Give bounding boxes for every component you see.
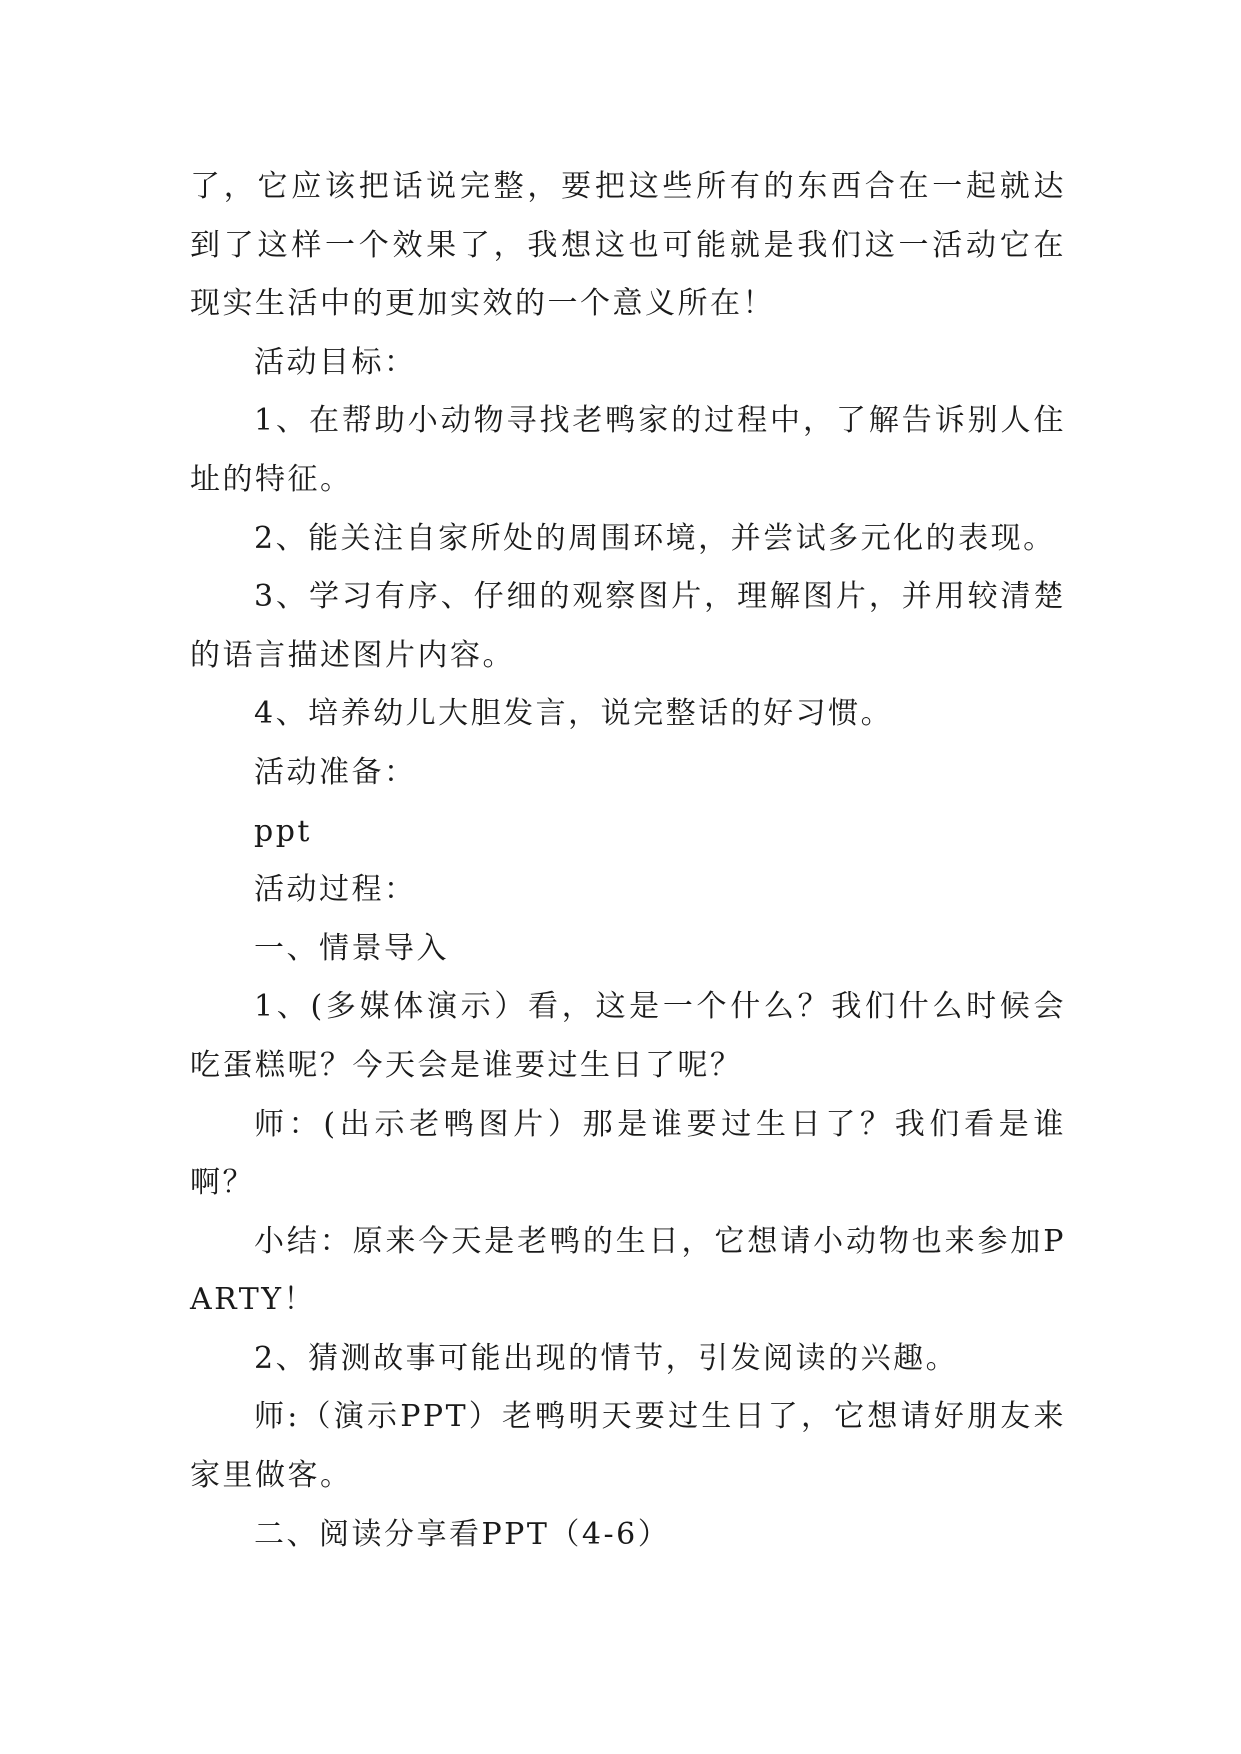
goal-item-3: 3、学习有序、仔细的观察图片，理解图片，并用较清楚的语言描述图片内容。 xyxy=(190,579,1066,673)
goal-item-1: 1、在帮助小动物寻找老鸭家的过程中，了解告诉别人住址的特征。 xyxy=(190,403,1066,497)
heading-activity-goals: 活动目标： xyxy=(254,344,417,380)
process-step-2: 2、猜测故事可能出现的情节，引发阅读的兴趣。 xyxy=(254,1340,959,1376)
goal-item-4: 4、培养幼儿大胆发言，说完整话的好习惯。 xyxy=(254,696,894,732)
heading-activity-preparation: 活动准备： xyxy=(254,754,417,790)
preparation-item: ppt xyxy=(254,813,312,849)
teacher-line-1: 师：(出示老鸭图片）那是谁要过生日了？我们看是谁啊？ xyxy=(190,1106,1066,1201)
goal-item-2: 2、能关注自家所处的周围环境，并尝试多元化的表现。 xyxy=(254,520,1056,556)
teacher-line-2: 师:（演示PPT）老鸭明天要过生日了，它想请好朋友来家里做客。 xyxy=(190,1399,1066,1494)
section-scene-intro: 一、情景导入 xyxy=(254,930,449,966)
document-body xyxy=(190,158,1066,1564)
section-reading-share: 二、阅读分享看PPT（4-6） xyxy=(254,1516,671,1552)
heading-activity-process: 活动过程： xyxy=(254,872,417,908)
process-step-1: 1、(多媒体演示）看，这是一个什么？我们什么时候会吃蛋糕呢？今天会是谁要过生日了呢？ xyxy=(190,989,1066,1083)
summary-line: 小结：原来今天是老鸭的生日，它想请小动物也来参加PARTY！ xyxy=(190,1223,1066,1318)
paragraph-continuation: 了，它应该把话说完整，要把这些所有的东西合在一起就达到了这样一个效果了，我想这也可能就是我们这一活动它在现实生活中的更加实效的一个意义所在！ xyxy=(190,169,1066,322)
